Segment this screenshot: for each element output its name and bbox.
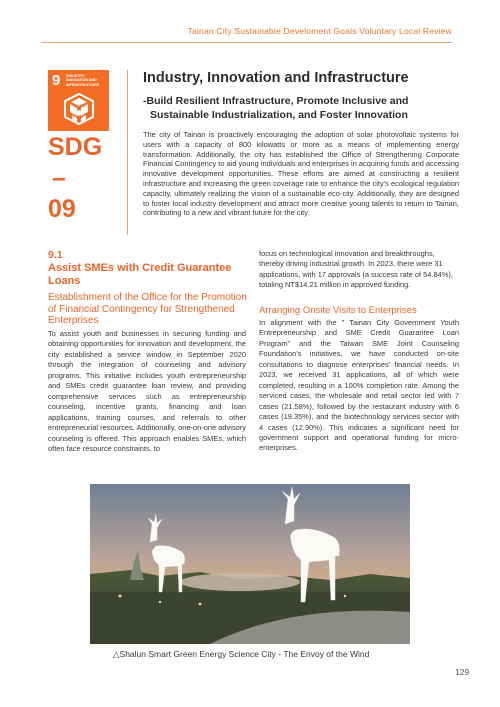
photo-illustration (90, 484, 410, 644)
vertical-divider (127, 70, 128, 235)
onsite-visits-body: In alignment with the " Tainan City Government Youth Entrepreneurship and SME Credit Guarantee Loan Program" and the Taiwan SME Joint Counseling Foundation's initiatives, we have conducted on-site consultations to diagnose enterprises' financial needs. In 2023, we received 31 applications, all of which were completed, resulting in a 100% completion rate. Among the serviced cases, the wholesale and retail sector led with 7 cases (21.58%), followed by the restaurant industry with 6 cases (19.35%), and the biotechnology services sector with 4 cases (12.90%). This indicates a significant need for government support and operational funding for micro-enterprises. (259, 318, 459, 453)
section-number: 9.1 (48, 249, 63, 261)
header-divider (41, 42, 452, 43)
page-subtitle (143, 94, 463, 122)
section-subtitle: Establishment of the Office for the Promotion of Financial Contingency for Strengthened Enterprises (48, 292, 247, 326)
sdg-label: SDG (48, 133, 103, 161)
subtitle-line-1: -Build Resilient Infrastructure, Promote Inclusive and (143, 95, 409, 107)
photo-caption: △Shalun Smart Green Energy Science City - The Envoy of the Wind (113, 649, 370, 659)
right-column-continuation: focus on technological innovation and breakthroughs, thereby driving industrial growth. In 2023, there were 31 applications, with 17 approvals (a success rate of 54.84%), totaling NT$14.21 million in approved funding. (259, 249, 453, 290)
running-header-title: Tainan City Sustainable Develoment Goals Voluntary Local Review (187, 26, 452, 36)
sdg-number: 09 (48, 195, 76, 223)
cube-network-icon (63, 92, 95, 126)
page-number: 129 (455, 667, 470, 677)
onsite-visits-heading: Arranging Onsite Visits to Enterprises (259, 305, 417, 316)
subtitle-line-2: Sustainable Industrialization, and Foster Innovation (150, 109, 408, 121)
page-title: Industry, Innovation and Infrastructure (143, 70, 409, 86)
sdg-9-badge (48, 70, 109, 131)
shalun-deer-photo (90, 484, 410, 644)
intro-paragraph: The city of Tainan is proactively encouraging the adoption of solar photovoltaic systems for users with a capacity of 800 kilowatts or more as a means of implementing energy transformation. Additionally, the city has established the Office of Strengthening Corporate Financial Contingency to aid young individuals and enterprises in acquiring funds and accessing innovative development opportunities. These efforts are aimed at constructing a resilient infrastructure and increasing the green coverage rate to enhance the city's ecological regulation capacity, ultimately realizing the vision of a sustainable eco-city. Additionally, they are designed to foster local industry development and attract more creative young talents to return to Tainan, contributing to a new and vibrant future for the city. (143, 130, 459, 218)
sdg-dash: – (52, 164, 66, 192)
badge-number: 9 (52, 72, 61, 89)
left-column-body: To assist youth and businesses in securing funding and obtaining opportunities for innovation and development, the city established a service window in September 2020 through the integration of counseling and advisory programs. This initiative includes youth entrepreneurship and SMEs credit guarantee loan review, and providing comprehensive services such as entrepreneurship counseling, incentive grants, financing and loan applications, training courses, and referrals to other entrepreneurial resources. Additionally, one-on-one advisory counseling is offered. This approach enables SMEs, which often face resource constraints, to (48, 329, 246, 453)
badge-text: INDUSTRY, INNOVATION AND INFRASTRUCTURE (66, 74, 100, 87)
section-title: Assist SMEs with Credit Guarantee Loans (48, 262, 232, 287)
